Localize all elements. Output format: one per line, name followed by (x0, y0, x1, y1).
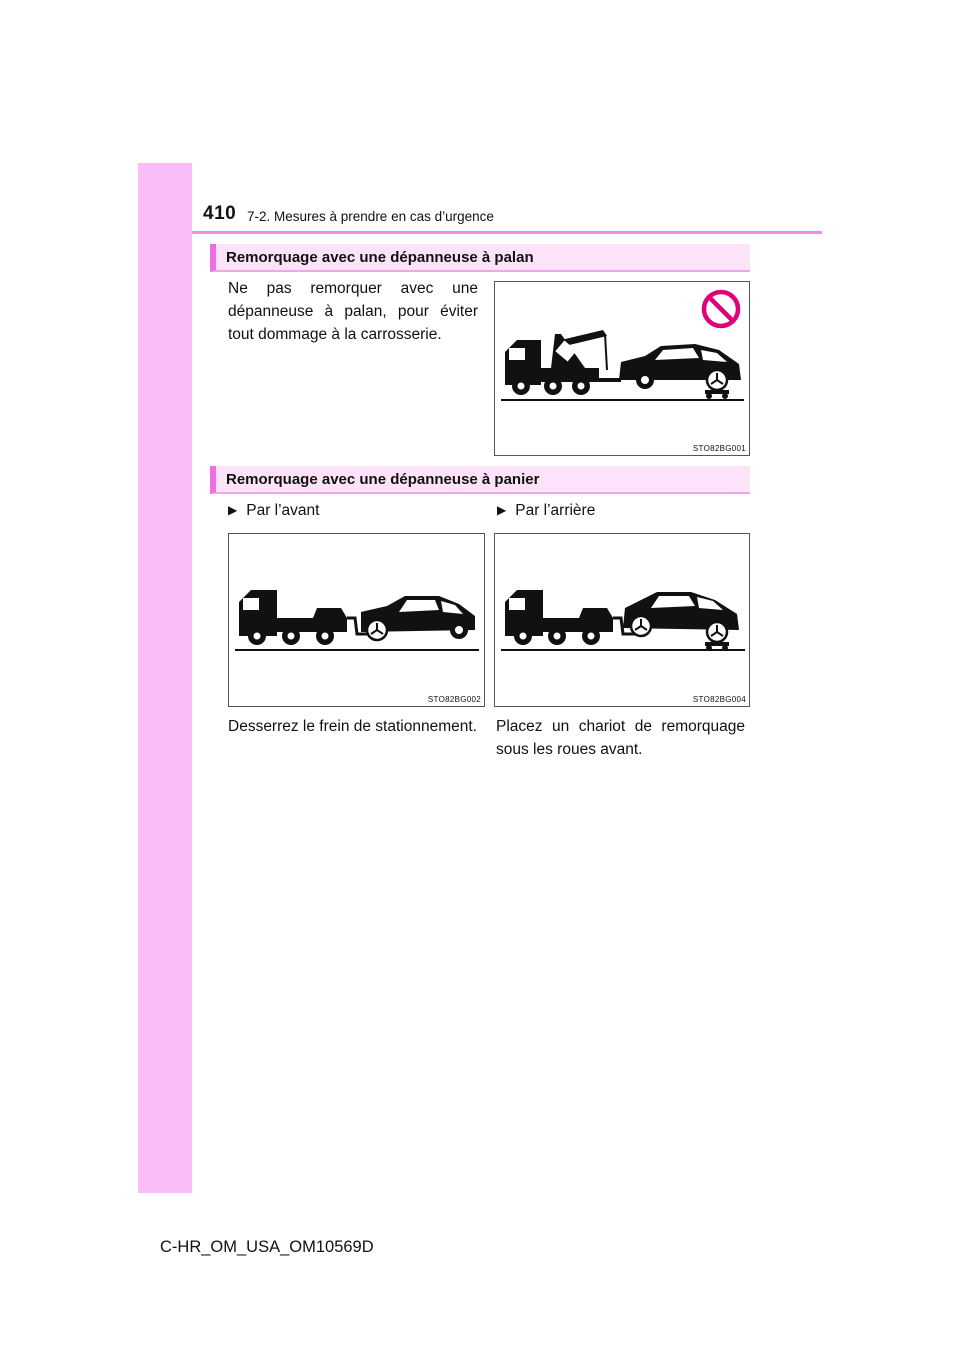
subheading-front-text: Par l’avant (246, 502, 320, 519)
figure-code: STO82BG001 (692, 444, 746, 453)
document-code-footer: C-HR_OM_USA_OM10569D (160, 1238, 374, 1256)
header-rule (192, 231, 822, 234)
triangle-bullet-icon: ▶ (497, 503, 507, 517)
chapter-side-band (138, 163, 192, 1193)
figure-code: STO82BG002 (427, 695, 481, 704)
triangle-bullet-icon: ▶ (228, 503, 238, 517)
palan-warning-text: Ne pas remorquer avec une dépanneuse à palan, pour éviter tout dommage à la carrosserie. (228, 280, 478, 343)
section-heading-palan (210, 244, 750, 272)
figure-code: STO82BG004 (692, 695, 746, 704)
rear-instruction-text: Placez un chariot de remorquage sous les roues avant. (496, 718, 745, 758)
figure-flatbed-rear (494, 533, 750, 707)
front-instruction-text: Desserrez le frein de stationnement. (228, 718, 477, 735)
figure-flatbed-front (228, 533, 485, 707)
flatbed-rear-tow-illustration (495, 534, 751, 708)
running-head: 7-2. Mesures à prendre en cas d’urgence (247, 209, 494, 224)
page-number: 410 (203, 203, 237, 224)
flatbed-front-tow-illustration (229, 534, 486, 708)
subheading-rear-text: Par l’arrière (515, 502, 596, 519)
section-heading-palan-text: Remorquage avec une dépanneuse à palan (226, 249, 534, 266)
figure-wheel-lift-prohibited (494, 281, 750, 456)
section-heading-panier-text: Remorquage avec une dépanneuse à panier (226, 471, 540, 488)
wheel-lift-tow-illustration (495, 282, 751, 457)
subheading-front (228, 502, 319, 520)
prohibited-icon (704, 292, 738, 326)
section-heading-panier (210, 466, 750, 494)
subheading-rear (497, 502, 595, 520)
